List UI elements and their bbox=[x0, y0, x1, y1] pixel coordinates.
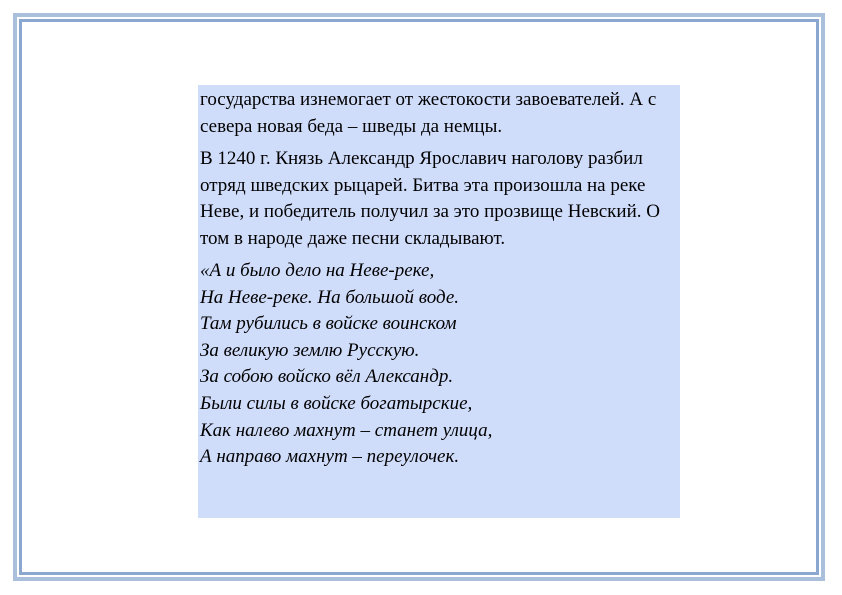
poem-line: Как налево махнут – станет улица, bbox=[200, 419, 493, 441]
text-box bbox=[198, 85, 680, 518]
poem-line: За собою войско вёл Александр. bbox=[200, 366, 454, 388]
poem-line: «А и было дело на Неве-реке, bbox=[200, 260, 435, 281]
poem-block bbox=[200, 258, 676, 471]
poem-line: На Неве-реке. На большой воде. bbox=[200, 286, 460, 308]
poem-line: А направо махнут – переулочек. bbox=[200, 446, 460, 468]
poem-line: Там рубились в войске воинском bbox=[200, 313, 457, 335]
poem-line: Были силы в войске богатырские, bbox=[200, 392, 473, 414]
paragraph-nevsky: В 1240 г. Князь Александр Ярославич наголову разбил отряд шведских рыцарей. Битва эта произошла на реке Неве, и победитель получил за это прозвище Невский. О том в народе даже песни складывают. bbox=[200, 148, 660, 249]
poem-line: За великую землю Русскую. bbox=[200, 339, 420, 361]
paragraph-intro: государства изнемогает от жестокости завоевателей. А с севера новая беда – шведы да немцы. bbox=[200, 89, 657, 137]
